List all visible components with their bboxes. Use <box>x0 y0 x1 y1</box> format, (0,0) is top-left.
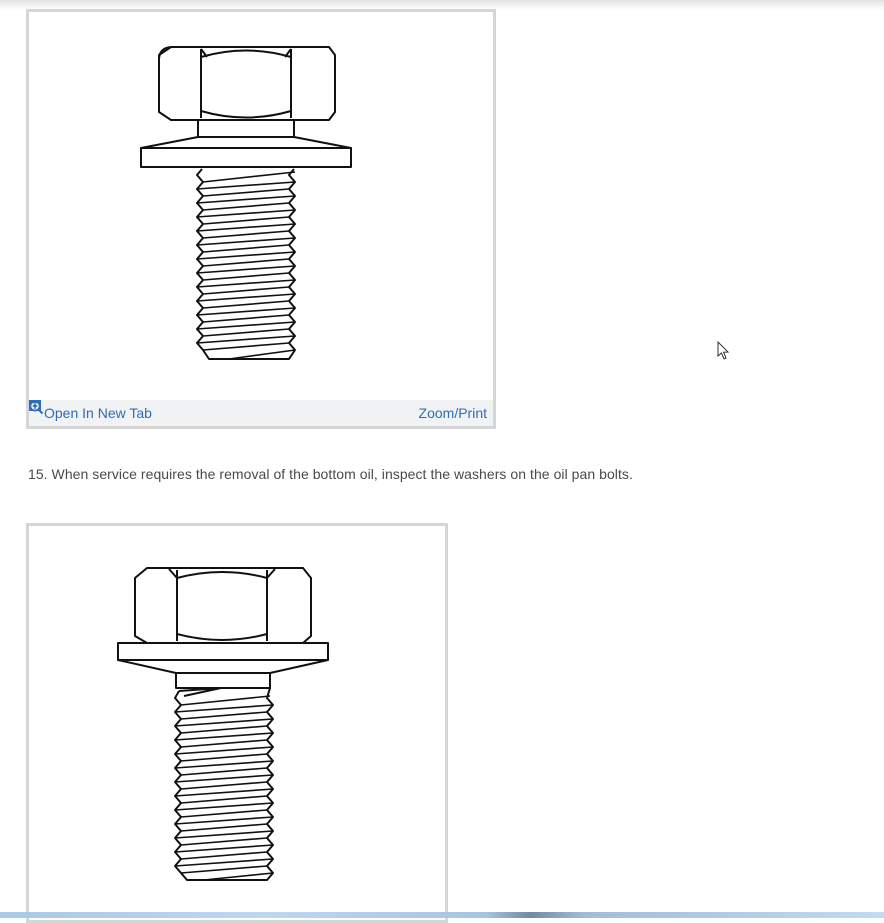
zoom-print-button[interactable] <box>417 399 487 421</box>
figure-1-frame <box>26 9 496 429</box>
bolt-illustration-1 <box>29 12 493 400</box>
open-in-new-tab-button[interactable] <box>39 405 152 421</box>
open-in-new-tab-label: Open In New Tab <box>44 405 152 421</box>
figure-toolbar <box>29 400 493 426</box>
bolt-illustration-2 <box>29 526 445 920</box>
mouse-pointer-icon <box>717 341 731 366</box>
zoom-print-label: Zoom/Print <box>418 405 487 421</box>
taskbar-edge <box>0 912 884 918</box>
figure-2-frame <box>26 523 448 923</box>
step-15-text: 15. When service requires the removal of the bottom oil, inspect the washers on the oil pan bolts. <box>28 466 633 482</box>
